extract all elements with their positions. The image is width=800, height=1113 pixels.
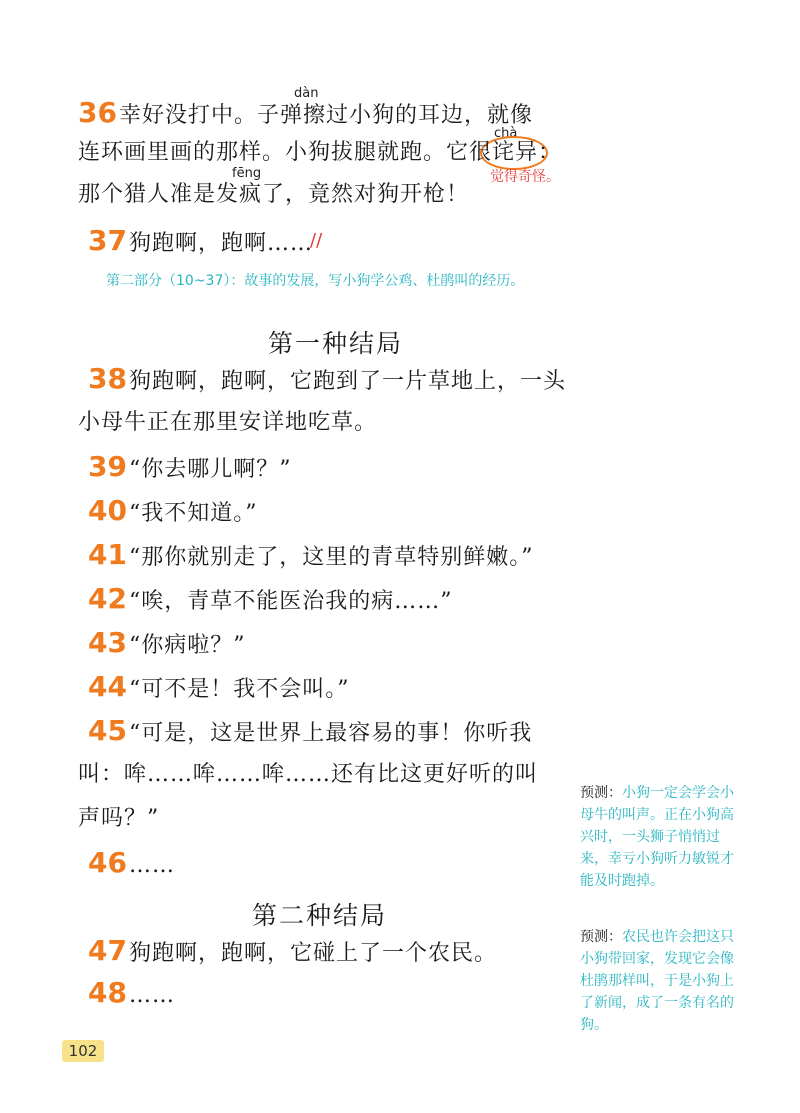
paragraph-number: 41 <box>88 538 127 571</box>
section-note: 第二部分（10~37）：故事的发展，写小狗学公鸡、杜鹃叫的经历。 <box>106 273 525 289</box>
paragraph-45-line-2: 叫：哞……哞……哞……还有比这更好听的叫 <box>78 762 539 787</box>
prediction-note-2 <box>580 926 740 1036</box>
paragraph-40 <box>88 496 257 529</box>
prediction-label: 预测： <box>580 929 622 945</box>
paragraph-number: 36 <box>78 96 117 129</box>
paragraph-number: 48 <box>88 976 127 1009</box>
paragraph-text: “唉，青草不能医治我的病……” <box>128 589 453 614</box>
prediction-label: 预测： <box>580 785 622 801</box>
paragraph-number: 39 <box>88 450 127 483</box>
paragraph-number: 43 <box>88 626 127 659</box>
paragraph-41 <box>88 540 533 573</box>
paragraph-text: …… <box>128 853 175 878</box>
pinyin-feng: fēng <box>232 166 262 181</box>
heading-ending-2: 第二种结局 <box>252 901 388 930</box>
paragraph-number: 46 <box>88 846 127 879</box>
paragraph-text: 狗跑啊，跑啊…… <box>128 231 313 256</box>
paragraph-42 <box>88 584 452 617</box>
paragraph-number: 47 <box>88 934 127 967</box>
paragraph-43 <box>88 628 245 661</box>
prediction-text: 小狗一定会学会小母牛的叫声。正在小狗高兴时，一头狮子悄悄过来，幸亏小狗听力敏锐才能及时跑掉。 <box>580 785 734 889</box>
paragraph-39 <box>88 452 291 485</box>
heading-ending-1: 第一种结局 <box>268 329 404 358</box>
paragraph-37 <box>88 226 313 259</box>
paragraph-text: …… <box>128 983 175 1008</box>
paragraph-36-line-3: 那个猎人准是发疯了，竟然对狗开枪！ <box>78 182 470 207</box>
paragraph-number: 42 <box>88 582 127 615</box>
prediction-note-1 <box>580 782 740 892</box>
paragraph-47 <box>88 936 497 969</box>
prediction-text: 农民也许会把这只小狗带回家，发现它会像杜鹃那样叫，于是小狗上了新闻，成了一条有名的狗。 <box>580 929 734 1033</box>
paragraph-text: 狗跑啊，跑啊，它碰上了一个农民。 <box>128 941 497 966</box>
paragraph-text: “可是，这是世界上最容易的事！你听我 <box>128 721 533 746</box>
section-end-mark: // <box>310 230 323 251</box>
paragraph-36-line-2: 连环画里画的那样。小狗拔腿就跑。它很诧异： <box>78 140 562 165</box>
gloss-annotation: 觉得奇怪。 <box>490 169 560 185</box>
paragraph-number: 40 <box>88 494 127 527</box>
paragraph-text: “那你就别走了，这里的青草特别鲜嫩。” <box>128 545 534 570</box>
paragraph-text: “可不是！我不会叫。” <box>128 677 350 702</box>
paragraph-text: “你病啦？” <box>128 633 246 658</box>
paragraph-45-line-1 <box>88 716 532 749</box>
paragraph-text: “我不知道。” <box>128 501 258 526</box>
paragraph-number: 44 <box>88 670 127 703</box>
paragraph-46 <box>88 848 175 881</box>
pinyin-dan: dàn <box>294 86 319 101</box>
pinyin-cha: chà <box>494 126 518 141</box>
paragraph-number: 45 <box>88 714 127 747</box>
paragraph-44 <box>88 672 349 705</box>
paragraph-48 <box>88 978 175 1011</box>
paragraph-text: 幸好没打中。子弹擦过小狗的耳边，就像 <box>118 103 533 128</box>
paragraph-number: 38 <box>88 362 127 395</box>
paragraph-38-line-2: 小母牛正在那里安详地吃草。 <box>78 410 378 435</box>
page-number: 102 <box>62 1040 104 1062</box>
paragraph-36-line-1 <box>78 98 533 131</box>
paragraph-45-line-3: 声吗？” <box>78 806 160 831</box>
paragraph-text: 狗跑啊，跑啊，它跑到了一片草地上，一头 <box>128 369 566 394</box>
paragraph-text: “你去哪儿啊？” <box>128 457 292 482</box>
paragraph-number: 37 <box>88 224 127 257</box>
paragraph-38-line-1 <box>88 364 566 397</box>
